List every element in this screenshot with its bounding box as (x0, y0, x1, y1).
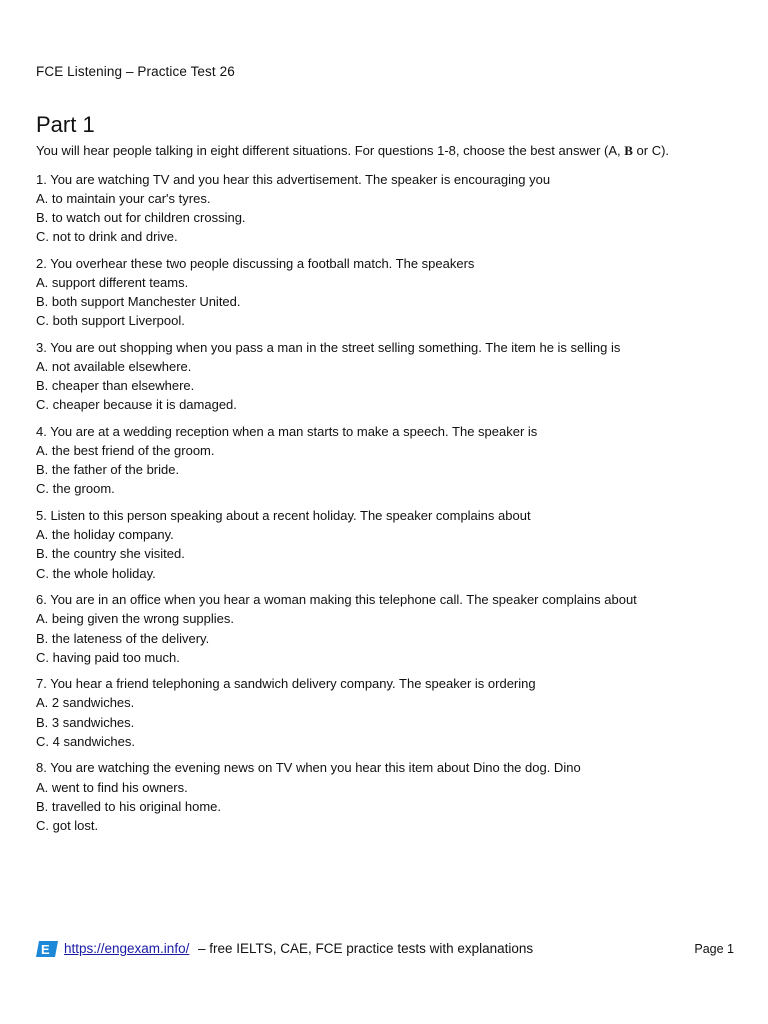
answer-option-c: C. the groom. (36, 481, 115, 497)
instructions-bold-option: B (624, 143, 633, 158)
answer-option-b: B. travelled to his original home. (36, 798, 221, 814)
document-header-title: FCE Listening – Practice Test 26 (36, 64, 235, 79)
instructions-text-end: or C). (632, 143, 670, 158)
answer-option-c: C. got lost. (36, 817, 99, 833)
question-prompt: 7. You hear a friend telephoning a sandwich delivery company. The speaker is ordering (36, 676, 536, 692)
question-2 (36, 254, 756, 330)
question-3 (36, 338, 756, 414)
question-6 (36, 590, 756, 666)
page-number: Page 1 (694, 942, 734, 956)
question-7 (36, 674, 756, 750)
answer-option-c: C. having paid too much. (36, 649, 180, 665)
answer-option-b: B. cheaper than elsewhere. (36, 378, 195, 394)
question-4 (36, 422, 756, 498)
question-prompt: 5. Listen to this person speaking about a recent holiday. The speaker complains about (36, 508, 531, 524)
answer-option-b: B. the lateness of the delivery. (36, 630, 210, 646)
engexam-link[interactable]: https://engexam.info/ (64, 941, 190, 956)
question-prompt: 8. You are watching the evening news on TV when you hear this item about Dino the dog. Dino (36, 760, 581, 776)
question-1 (36, 170, 756, 246)
questions-list (36, 170, 756, 843)
answer-option-c: C. 4 sandwiches. (36, 733, 135, 749)
question-5 (36, 506, 756, 582)
question-prompt: 1. You are watching TV and you hear this advertisement. The speaker is encouraging you (36, 172, 551, 187)
question-prompt: 2. You overhear these two people discussing a football match. The speakers (36, 256, 475, 272)
answer-option-a: A. not available elsewhere. (36, 359, 192, 375)
engexam-logo-icon (36, 941, 58, 957)
answer-option-a: A. the best friend of the groom. (36, 443, 215, 459)
answer-option-c: C. both support Liverpool. (36, 313, 185, 329)
answer-option-c: C. the whole holiday. (36, 565, 156, 581)
part-instructions (36, 143, 746, 159)
answer-option-c: C. cheaper because it is damaged. (36, 397, 237, 413)
answer-option-a: A. being given the wrong supplies. (36, 611, 235, 627)
answer-option-b: B. to watch out for children crossing. (36, 210, 246, 226)
answer-option-a: A. to maintain your car's tyres. (36, 191, 211, 207)
answer-option-b: B. both support Manchester United. (36, 294, 241, 310)
svg-text:E: E (41, 942, 50, 957)
answer-option-a: A. the holiday company. (36, 527, 174, 543)
answer-option-b: B. the father of the bride. (36, 462, 180, 478)
answer-option-b: B. the country she visited. (36, 546, 185, 562)
answer-option-b: B. 3 sandwiches. (36, 714, 135, 730)
answer-option-a: A. support different teams. (36, 275, 189, 291)
footer-tagline: – free IELTS, CAE, FCE practice tests with explanations (198, 941, 534, 956)
answer-option-a: A. went to find his owners. (36, 779, 188, 795)
question-prompt: 4. You are at a wedding reception when a man starts to make a speech. The speaker is (36, 424, 538, 440)
instructions-text-start: You will hear people talking in eight different situations. For questions 1-8, choose the best answer (A, (36, 143, 625, 158)
question-prompt: 3. You are out shopping when you pass a man in the street selling something. The item he is selling is (36, 340, 621, 356)
question-prompt: 6. You are in an office when you hear a woman making this telephone call. The speaker complains about (36, 592, 637, 608)
answer-option-a: A. 2 sandwiches. (36, 695, 135, 711)
answer-option-c: C. not to drink and drive. (36, 229, 178, 245)
part-heading: Part 1 (36, 112, 95, 137)
page-footer (36, 940, 734, 960)
question-8 (36, 758, 756, 834)
